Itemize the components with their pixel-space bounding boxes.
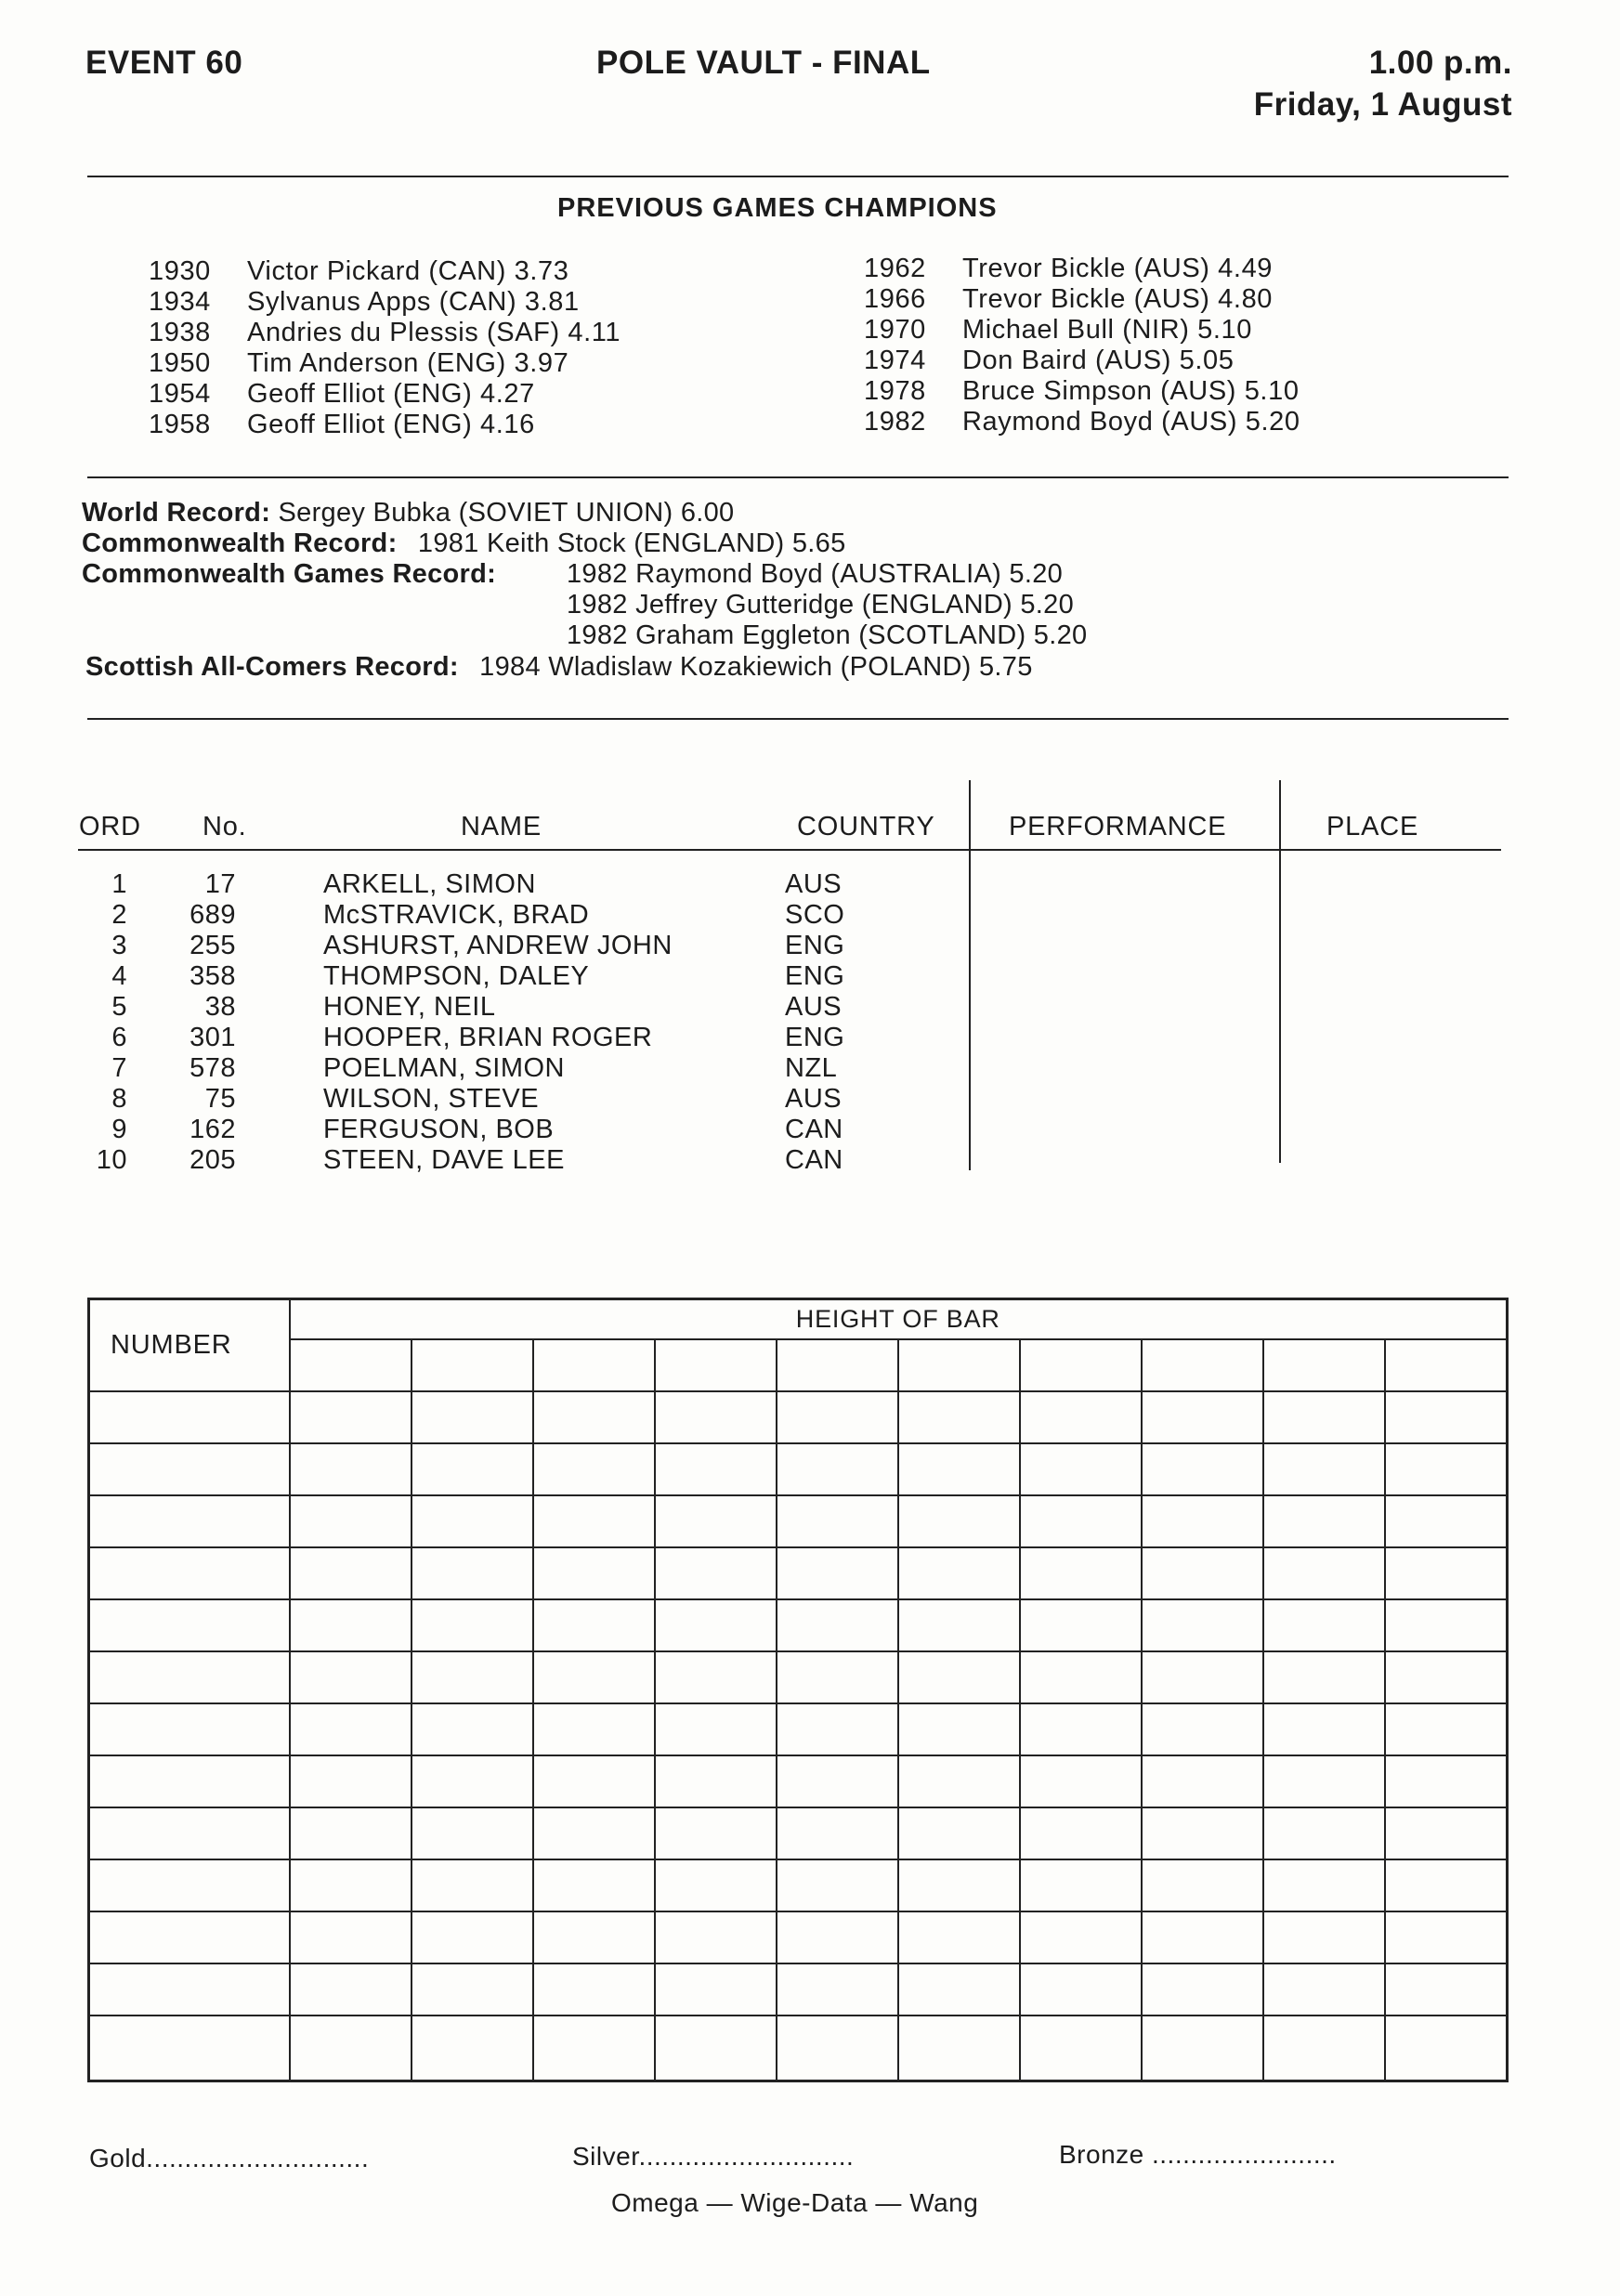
champion-year: 1970	[864, 315, 926, 345]
attempt-cell[interactable]	[898, 1547, 1020, 1599]
number-cell[interactable]	[89, 1547, 290, 1599]
attempt-cell[interactable]	[655, 1807, 777, 1859]
entry-ord: 10	[96, 1145, 127, 1175]
height-cell[interactable]	[1020, 1339, 1142, 1391]
champion-row	[149, 287, 621, 318]
attempt-cell[interactable]	[1142, 1807, 1263, 1859]
event-title: POLE VAULT - FINAL	[596, 45, 931, 81]
attempt-cell[interactable]	[533, 1859, 655, 1911]
champion-row	[149, 410, 621, 440]
table-row	[89, 1651, 1508, 1703]
entry-country: ENG	[785, 931, 845, 960]
entry-country: AUS	[785, 992, 843, 1022]
number-cell[interactable]	[89, 1599, 290, 1651]
attempt-cell[interactable]	[290, 1807, 412, 1859]
attempt-cell[interactable]	[1263, 1651, 1385, 1703]
attempt-cell[interactable]	[655, 1547, 777, 1599]
attempt-cell[interactable]	[1142, 1443, 1263, 1495]
commonwealth-record	[82, 528, 846, 559]
table-row	[89, 1911, 1508, 1963]
attempt-cell[interactable]	[655, 1651, 777, 1703]
games-record-1: 1982 Raymond Boyd (AUSTRALIA) 5.20	[567, 559, 1064, 589]
attempt-cell[interactable]	[898, 1495, 1020, 1547]
attempt-cell[interactable]	[1263, 1703, 1385, 1755]
attempt-cell[interactable]	[412, 1859, 533, 1911]
number-cell[interactable]	[89, 1443, 290, 1495]
attempt-cell[interactable]	[1142, 1859, 1263, 1911]
attempt-cell[interactable]	[533, 1547, 655, 1599]
attempt-cell[interactable]	[898, 2016, 1020, 2081]
attempt-cell[interactable]	[1263, 1495, 1385, 1547]
attempt-cell[interactable]	[290, 1391, 412, 1443]
entry-number: 578	[189, 1053, 236, 1083]
height-cell[interactable]	[655, 1339, 777, 1391]
number-cell[interactable]	[89, 1859, 290, 1911]
attempt-cell[interactable]	[655, 1495, 777, 1547]
col-performance: PERFORMANCE	[1009, 812, 1227, 841]
attempt-cell[interactable]	[1385, 1547, 1507, 1599]
silver-field[interactable]: Silver............................	[572, 2142, 855, 2171]
table-row	[89, 1859, 1508, 1911]
attempt-cell[interactable]	[533, 1443, 655, 1495]
attempt-cell[interactable]	[1263, 1755, 1385, 1807]
number-cell[interactable]	[89, 1755, 290, 1807]
table-row	[89, 1599, 1508, 1651]
attempt-cell[interactable]	[412, 1807, 533, 1859]
champion-year: 1954	[149, 379, 211, 409]
attempt-cell[interactable]	[1020, 1703, 1142, 1755]
attempt-cell[interactable]	[1385, 1651, 1507, 1703]
entry-country: SCO	[785, 900, 845, 930]
entry-name: FERGUSON, BOB	[323, 1115, 555, 1144]
col-country: COUNTRY	[797, 812, 935, 841]
number-header: NUMBER	[89, 1299, 290, 1392]
champion-name: Trevor Bickle (AUS) 4.49	[962, 254, 1274, 283]
attempt-cell[interactable]	[412, 1495, 533, 1547]
attempt-cell[interactable]	[1385, 1443, 1507, 1495]
games-record-2: 1982 Jeffrey Gutteridge (ENGLAND) 5.20	[567, 590, 1075, 620]
entry-country: CAN	[785, 1115, 843, 1144]
attempt-cell[interactable]	[1020, 1807, 1142, 1859]
attempt-cell[interactable]	[1020, 1391, 1142, 1443]
table-row	[89, 1443, 1508, 1495]
attempt-cell[interactable]	[1020, 1443, 1142, 1495]
attempt-cell[interactable]	[533, 1755, 655, 1807]
entry-name: ARKELL, SIMON	[323, 869, 536, 899]
entry-ord: 6	[111, 1023, 127, 1052]
attempt-cell[interactable]	[1020, 1547, 1142, 1599]
attempt-cell[interactable]	[1263, 1443, 1385, 1495]
table-row	[89, 1547, 1508, 1599]
height-cell[interactable]	[777, 1339, 898, 1391]
attempt-cell[interactable]	[1385, 1599, 1507, 1651]
attempt-cell[interactable]	[290, 1911, 412, 1963]
attempt-cell[interactable]	[898, 1807, 1020, 1859]
entry-name: HOOPER, BRIAN ROGER	[323, 1023, 653, 1052]
attempt-cell[interactable]	[412, 1547, 533, 1599]
world-record	[82, 498, 735, 528]
attempt-cell[interactable]	[1263, 1547, 1385, 1599]
column-divider	[1279, 780, 1281, 1163]
number-cell[interactable]	[89, 1963, 290, 2016]
attempt-cell[interactable]	[1142, 1547, 1263, 1599]
entry-number: 205	[189, 1145, 236, 1175]
table-row	[89, 1391, 1508, 1443]
entry-name: POELMAN, SIMON	[323, 1053, 565, 1083]
attempt-cell[interactable]	[1142, 1651, 1263, 1703]
number-cell[interactable]	[89, 2016, 290, 2081]
entry-number: 358	[189, 961, 236, 991]
entry-ord: 5	[111, 992, 127, 1022]
attempt-cell[interactable]	[1020, 1599, 1142, 1651]
number-cell[interactable]	[89, 1495, 290, 1547]
attempt-cell[interactable]	[412, 1703, 533, 1755]
grid-subheader-row	[89, 1339, 1508, 1391]
attempt-cell[interactable]	[533, 1703, 655, 1755]
entry-number: 301	[189, 1023, 236, 1052]
attempt-cell[interactable]	[1142, 1755, 1263, 1807]
attempt-cell[interactable]	[1263, 1807, 1385, 1859]
height-cell[interactable]	[1385, 1339, 1507, 1391]
table-row	[89, 2016, 1508, 2081]
event-date: Friday, 1 August	[1253, 86, 1512, 123]
world-record-label: World Record:	[82, 498, 271, 528]
entry-number: 255	[189, 931, 236, 960]
sponsors: Omega — Wige-Data — Wang	[611, 2188, 979, 2217]
attempt-cell[interactable]	[1263, 1391, 1385, 1443]
entry-ord: 2	[111, 900, 127, 930]
number-cell[interactable]	[89, 1807, 290, 1859]
entry-number: 75	[204, 1084, 236, 1114]
commonwealth-record-label: Commonwealth Record:	[82, 528, 398, 558]
attempt-cell[interactable]	[777, 1599, 898, 1651]
attempt-cell[interactable]	[777, 1495, 898, 1547]
height-cell[interactable]	[1142, 1339, 1263, 1391]
champion-row	[149, 318, 621, 348]
attempt-cell[interactable]	[1142, 1391, 1263, 1443]
entry-ord: 3	[111, 931, 127, 960]
attempt-cell[interactable]	[898, 1391, 1020, 1443]
attempt-cell[interactable]	[1385, 1911, 1507, 1963]
attempt-cell[interactable]	[777, 1911, 898, 1963]
attempt-cell[interactable]	[290, 1859, 412, 1911]
entry-name: WILSON, STEVE	[323, 1084, 540, 1114]
games-record-3: 1982 Graham Eggleton (SCOTLAND) 5.20	[567, 620, 1088, 650]
attempt-cell[interactable]	[290, 1755, 412, 1807]
divider	[87, 476, 1509, 478]
scottish-record	[85, 652, 1033, 683]
attempt-cell[interactable]	[533, 1911, 655, 1963]
attempt-cell[interactable]	[533, 2016, 655, 2081]
attempt-cell[interactable]	[1385, 1807, 1507, 1859]
attempt-cell[interactable]	[412, 1599, 533, 1651]
attempt-cell[interactable]	[655, 2016, 777, 2081]
champion-year: 1982	[864, 407, 926, 437]
event-time: 1.00 p.m.	[1368, 45, 1512, 81]
attempt-cell[interactable]	[1142, 1911, 1263, 1963]
attempt-cell[interactable]	[1385, 1963, 1507, 2016]
champion-year: 1934	[149, 287, 211, 317]
number-cell[interactable]	[89, 1391, 290, 1443]
attempt-cell[interactable]	[777, 1859, 898, 1911]
entry-name: ASHURST, ANDREW JOHN	[323, 931, 673, 960]
attempt-cell[interactable]	[655, 1443, 777, 1495]
attempt-cell[interactable]	[777, 1391, 898, 1443]
entry-number: 689	[189, 900, 236, 930]
attempt-cell[interactable]	[655, 1599, 777, 1651]
attempt-cell[interactable]	[1020, 1859, 1142, 1911]
attempt-cell[interactable]	[898, 1859, 1020, 1911]
attempt-cell[interactable]	[290, 1443, 412, 1495]
attempt-cell[interactable]	[290, 1651, 412, 1703]
attempt-cell[interactable]	[1263, 1859, 1385, 1911]
attempt-cell[interactable]	[1020, 1495, 1142, 1547]
entry-name: THOMPSON, DALEY	[323, 961, 590, 991]
entry-country: NZL	[785, 1053, 838, 1083]
table-row	[89, 1495, 1508, 1547]
entry-country: AUS	[785, 869, 843, 899]
entry-name: HONEY, NEIL	[323, 992, 496, 1022]
col-name: NAME	[461, 812, 542, 841]
attempt-cell[interactable]	[1020, 2016, 1142, 2081]
champion-name: Trevor Bickle (AUS) 4.80	[962, 284, 1274, 314]
champion-row	[864, 346, 1300, 376]
height-cell[interactable]	[412, 1339, 533, 1391]
champion-name: Raymond Boyd (AUS) 5.20	[962, 407, 1300, 437]
attempt-cell[interactable]	[1263, 1963, 1385, 2016]
attempt-cell[interactable]	[1385, 1391, 1507, 1443]
champion-row	[149, 379, 621, 410]
attempt-cell[interactable]	[290, 1963, 412, 2016]
champion-row	[149, 348, 621, 379]
entries-header-rule	[78, 849, 1501, 851]
attempt-cell[interactable]	[898, 1443, 1020, 1495]
attempt-cell[interactable]	[898, 1703, 1020, 1755]
attempt-cell[interactable]	[533, 1391, 655, 1443]
champion-name: Victor Pickard (CAN) 3.73	[247, 256, 569, 286]
attempt-cell[interactable]	[1263, 1599, 1385, 1651]
champion-name: Tim Anderson (ENG) 3.97	[247, 348, 569, 378]
attempt-cell[interactable]	[898, 1911, 1020, 1963]
attempt-cell[interactable]	[290, 2016, 412, 2081]
attempt-cell[interactable]	[533, 1807, 655, 1859]
number-cell[interactable]	[89, 1911, 290, 1963]
champion-year: 1950	[149, 348, 211, 378]
attempt-cell[interactable]	[533, 1495, 655, 1547]
attempt-cell[interactable]	[290, 1599, 412, 1651]
entry-country: AUS	[785, 1084, 843, 1114]
attempt-cell[interactable]	[655, 1755, 777, 1807]
champion-row	[149, 256, 621, 287]
height-cell[interactable]	[1263, 1339, 1385, 1391]
height-cell[interactable]	[290, 1339, 412, 1391]
champions-left-list	[149, 256, 621, 440]
champion-year: 1962	[864, 254, 926, 283]
attempt-cell[interactable]	[412, 1651, 533, 1703]
entry-ord: 7	[111, 1053, 127, 1083]
champions-heading: PREVIOUS GAMES CHAMPIONS	[557, 193, 998, 223]
entry-ord: 4	[111, 961, 127, 991]
entry-number: 38	[204, 992, 236, 1022]
col-place: PLACE	[1326, 812, 1419, 841]
attempt-cell[interactable]	[412, 1963, 533, 2016]
champion-year: 1938	[149, 318, 211, 347]
champion-row	[864, 254, 1300, 284]
champion-year: 1966	[864, 284, 926, 314]
divider	[87, 176, 1509, 177]
number-cell[interactable]	[89, 1651, 290, 1703]
attempt-cell[interactable]	[1385, 1755, 1507, 1807]
attempt-cell[interactable]	[777, 1443, 898, 1495]
attempt-cell[interactable]	[1142, 1599, 1263, 1651]
entry-ord: 9	[111, 1115, 127, 1144]
divider	[87, 718, 1509, 720]
height-of-bar-header: HEIGHT OF BAR	[290, 1299, 1508, 1340]
attempt-cell[interactable]	[412, 1911, 533, 1963]
event-number: EVENT 60	[85, 45, 243, 81]
number-cell[interactable]	[89, 1703, 290, 1755]
attempt-cell[interactable]	[777, 1703, 898, 1755]
attempt-cell[interactable]	[777, 1755, 898, 1807]
attempt-cell[interactable]	[655, 1703, 777, 1755]
champion-name: Andries du Plessis (SAF) 4.11	[247, 318, 621, 347]
attempt-cell[interactable]	[1263, 1911, 1385, 1963]
attempt-cell[interactable]	[290, 1495, 412, 1547]
height-cell[interactable]	[898, 1339, 1020, 1391]
entry-number: 17	[204, 869, 236, 899]
world-record-value: Sergey Bubka (SOVIET UNION) 6.00	[278, 498, 735, 528]
attempt-cell[interactable]	[412, 2016, 533, 2081]
champion-year: 1930	[149, 256, 211, 286]
height-of-bar-table	[87, 1298, 1509, 2082]
attempt-cell[interactable]	[290, 1703, 412, 1755]
attempt-cell[interactable]	[533, 1963, 655, 2016]
attempt-cell[interactable]	[1385, 1495, 1507, 1547]
champion-row	[864, 407, 1300, 437]
attempt-cell[interactable]	[655, 1391, 777, 1443]
table-row	[89, 1807, 1508, 1859]
entry-country: CAN	[785, 1145, 843, 1175]
entry-ord: 8	[111, 1084, 127, 1114]
gold-field[interactable]: Gold.............................	[89, 2144, 370, 2172]
table-row	[89, 1755, 1508, 1807]
attempt-cell[interactable]	[898, 1651, 1020, 1703]
attempt-cell[interactable]	[412, 1391, 533, 1443]
attempt-cell[interactable]	[777, 1547, 898, 1599]
champion-name: Don Baird (AUS) 5.05	[962, 346, 1235, 375]
attempt-cell[interactable]	[533, 1651, 655, 1703]
attempt-cell[interactable]	[1142, 1963, 1263, 2016]
col-no: No.	[202, 812, 247, 841]
champion-name: Bruce Simpson (AUS) 5.10	[962, 376, 1300, 406]
attempt-cell[interactable]	[1020, 1755, 1142, 1807]
entry-number: 162	[189, 1115, 236, 1144]
attempt-cell[interactable]	[1385, 1859, 1507, 1911]
attempt-cell[interactable]	[290, 1547, 412, 1599]
attempt-cell[interactable]	[1385, 1703, 1507, 1755]
entry-ord: 1	[111, 869, 127, 899]
champion-name: Geoff Elliot (ENG) 4.16	[247, 410, 535, 439]
entry-name: McSTRAVICK, BRAD	[323, 900, 590, 930]
table-row	[89, 1963, 1508, 2016]
grid-header-row	[89, 1299, 1508, 1340]
champion-name: Michael Bull (NIR) 5.10	[962, 315, 1252, 345]
champion-name: Geoff Elliot (ENG) 4.27	[247, 379, 535, 409]
attempt-cell[interactable]	[1020, 1963, 1142, 2016]
attempt-cell[interactable]	[1020, 1651, 1142, 1703]
attempt-cell[interactable]	[655, 1859, 777, 1911]
champion-year: 1958	[149, 410, 211, 439]
attempt-cell[interactable]	[1385, 2016, 1507, 2081]
scottish-record-value: 1984 Wladislaw Kozakiewich (POLAND) 5.75	[479, 652, 1033, 682]
height-cell[interactable]	[533, 1339, 655, 1391]
col-ord: ORD	[79, 812, 141, 841]
attempt-cell[interactable]	[412, 1755, 533, 1807]
attempt-cell[interactable]	[412, 1443, 533, 1495]
champion-year: 1978	[864, 376, 926, 406]
attempt-cell[interactable]	[898, 1755, 1020, 1807]
attempt-cell[interactable]	[898, 1963, 1020, 2016]
column-divider	[969, 780, 971, 1170]
champion-row	[864, 376, 1300, 407]
champion-row	[864, 284, 1300, 315]
entry-country: ENG	[785, 1023, 845, 1052]
attempt-cell[interactable]	[655, 1963, 777, 2016]
champion-row	[864, 315, 1300, 346]
attempt-cell[interactable]	[1142, 1495, 1263, 1547]
table-row	[89, 1703, 1508, 1755]
attempt-cell[interactable]	[533, 1599, 655, 1651]
attempt-cell[interactable]	[1142, 2016, 1263, 2081]
scottish-record-label: Scottish All-Comers Record:	[85, 652, 459, 682]
attempt-cell[interactable]	[1142, 1703, 1263, 1755]
attempt-cell[interactable]	[1263, 2016, 1385, 2081]
entry-name: STEEN, DAVE LEE	[323, 1145, 565, 1175]
attempt-cell[interactable]	[777, 2016, 898, 2081]
attempt-cell[interactable]	[898, 1599, 1020, 1651]
games-record-label: Commonwealth Games Record:	[82, 559, 497, 589]
champions-right-list	[864, 254, 1300, 437]
commonwealth-record-value: 1981 Keith Stock (ENGLAND) 5.65	[417, 528, 846, 558]
attempt-cell[interactable]	[1020, 1911, 1142, 1963]
bronze-field[interactable]: Bronze ........................	[1059, 2140, 1337, 2169]
attempt-cell[interactable]	[777, 1651, 898, 1703]
attempt-cell[interactable]	[655, 1911, 777, 1963]
champion-name: Sylvanus Apps (CAN) 3.81	[247, 287, 580, 317]
champion-year: 1974	[864, 346, 926, 375]
attempt-cell[interactable]	[777, 1807, 898, 1859]
attempt-cell[interactable]	[777, 1963, 898, 2016]
entry-country: ENG	[785, 961, 845, 991]
